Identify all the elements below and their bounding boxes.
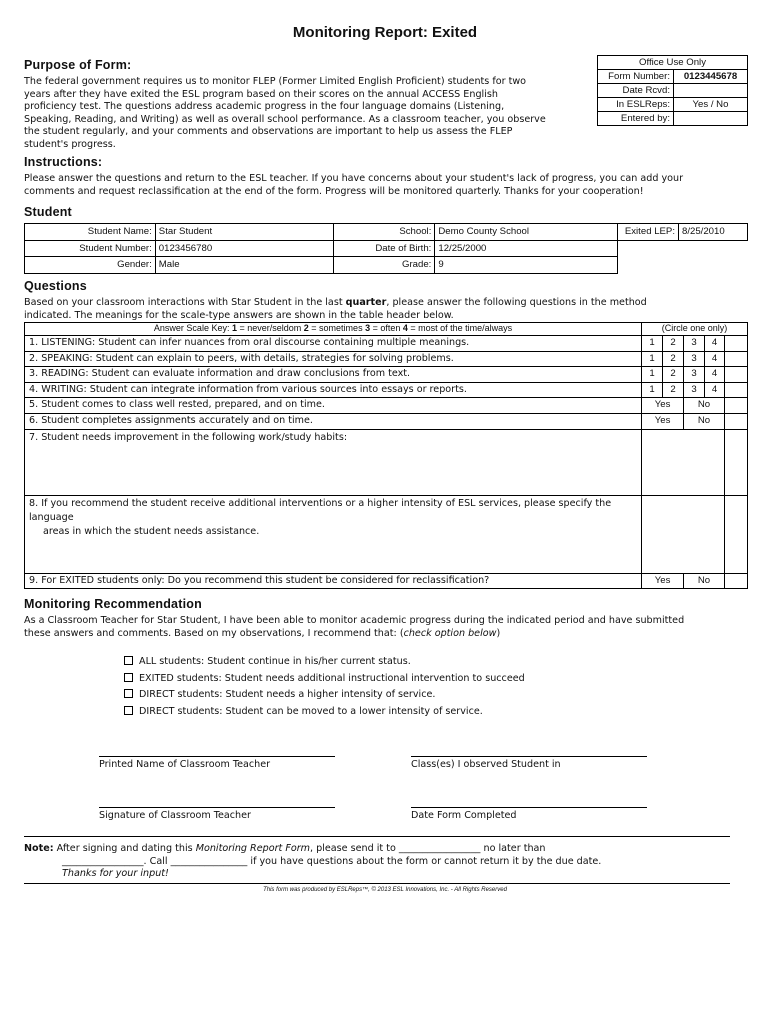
classes-line[interactable]	[411, 756, 647, 757]
exited-lep-value: 8/25/2010	[679, 224, 748, 241]
form-number-label: Form Number:	[598, 70, 674, 84]
q1-option-4[interactable]: 4	[705, 336, 725, 352]
q2-option-2[interactable]: 2	[663, 351, 684, 367]
instructions-text: Please answer the questions and return to the ESL teacher. If you have concerns about your student's lack of progress, you can add your comments and request reclassification at the end of the form. Progress will be monitored quarterly. Thanks for your cooperation!	[24, 173, 684, 197]
question-3: 3. READING: Student can evaluate information and draw conclusions from text.	[25, 367, 642, 383]
in-eslreps-field[interactable]: Yes / No	[674, 98, 748, 112]
student-name-value: Star Student	[155, 224, 333, 241]
printed-name-label: Printed Name of Classroom Teacher	[99, 759, 271, 770]
entered-by-field[interactable]	[674, 112, 748, 126]
q6-yes[interactable]: Yes	[642, 413, 684, 429]
q2-option-3[interactable]: 3	[684, 351, 705, 367]
q4-option-3[interactable]: 3	[684, 382, 705, 398]
checkbox-icon[interactable]	[124, 673, 133, 682]
q2-option-1[interactable]: 1	[642, 351, 663, 367]
student-heading: Student	[24, 205, 72, 219]
recommendation-options	[124, 654, 525, 720]
school-label: School:	[333, 224, 435, 241]
questions-heading: Questions	[24, 279, 87, 293]
question-7[interactable]: 7. Student needs improvement in the following work/study habits:	[25, 429, 642, 495]
option-all-students[interactable]: ALL students: Student continue in his/her current status.	[124, 654, 525, 671]
q1-option-1[interactable]: 1	[642, 336, 663, 352]
gender-value: Male	[155, 257, 333, 274]
entered-by-label: Entered by:	[598, 112, 674, 126]
student-info-table	[24, 223, 748, 274]
student-number-label: Student Number:	[25, 240, 156, 257]
date-line[interactable]	[411, 807, 647, 808]
question-1: 1. LISTENING: Student can infer nuances from oral discourse containing multiple meanings.	[25, 336, 642, 352]
q9-yes[interactable]: Yes	[642, 573, 684, 589]
q3-option-3[interactable]: 3	[684, 367, 705, 383]
circle-one-label: (Circle one only)	[642, 323, 748, 336]
checkbox-icon[interactable]	[124, 689, 133, 698]
q3-option-1[interactable]: 1	[642, 367, 663, 383]
q4-option-4[interactable]: 4	[705, 382, 725, 398]
instructions-heading: Instructions:	[24, 155, 103, 169]
q2-option-4[interactable]: 4	[705, 351, 725, 367]
signature-line[interactable]	[99, 807, 335, 808]
option-direct-higher[interactable]: DIRECT students: Student needs a higher intensity of service.	[124, 687, 525, 704]
classes-label: Class(es) I observed Student in	[411, 759, 561, 770]
purpose-text: The federal government requires us to monitor FLEP (Former Limited English Proficient) students for two years after they have exited the ESL program based on their scores on the annual ACCESS English proficiency test. The questions address academic progress in the four language domains (Listening, Speaking, Reading, and Writing) as well as overall school performance. As a classroom teacher, you observe the student regularly, and your comments and observations are important to help us assess the FLEP student's progress.	[24, 76, 546, 150]
option-direct-lower[interactable]: DIRECT students: Student can be moved to a lower intensity of service.	[124, 704, 525, 721]
q3-option-2[interactable]: 2	[663, 367, 684, 383]
purpose-heading: Purpose of Form:	[24, 58, 132, 72]
questions-intro: Based on your classroom interactions with Star Student in the last quarter, please answer the following questions in the method indicated. The meanings for the scale-type answers are shown in the table header below.	[24, 297, 647, 321]
q6-no[interactable]: No	[684, 413, 725, 429]
recommendation-heading: Monitoring Recommendation	[24, 597, 202, 611]
answer-scale-key: Answer Scale Key: 1 = never/seldom 2 = sometimes 3 = often 4 = most of the time/always	[25, 323, 642, 336]
in-eslreps-label: In ESLReps:	[598, 98, 674, 112]
dob-value: 12/25/2000	[435, 240, 618, 257]
checkbox-icon[interactable]	[124, 656, 133, 665]
question-9: 9. For EXITED students only: Do you recommend this student be considered for reclassification?	[25, 573, 642, 589]
question-8[interactable]: 8. If you recommend the student receive additional interventions or a higher intensity of ESL services, please specify the language areas in which the student needs assistance.	[25, 495, 642, 573]
question-2: 2. SPEAKING: Student can explain to peers, with details, strategies for solving problems.	[25, 351, 642, 367]
q4-option-2[interactable]: 2	[663, 382, 684, 398]
q1-option-2[interactable]: 2	[663, 336, 684, 352]
grade-value: 9	[435, 257, 618, 274]
q9-no[interactable]: No	[684, 573, 725, 589]
q4-option-1[interactable]: 1	[642, 382, 663, 398]
grade-label: Grade:	[333, 257, 435, 274]
dob-label: Date of Birth:	[333, 240, 435, 257]
q5-yes[interactable]: Yes	[642, 398, 684, 414]
q1-option-3[interactable]: 3	[684, 336, 705, 352]
student-name-label: Student Name:	[25, 224, 156, 241]
school-value: Demo County School	[435, 224, 618, 241]
q5-no[interactable]: No	[684, 398, 725, 414]
page-title: Monitoring Report: Exited	[292, 24, 478, 41]
question-6: 6. Student completes assignments accurately and on time.	[25, 413, 642, 429]
form-number-value: 0123445678	[674, 70, 748, 84]
checkbox-icon[interactable]	[124, 706, 133, 715]
note-text: Note: After signing and dating this Monitoring Report Form, please send it to _________________ no later than _________________. Call ________________ if you have questions about the form or cannot return it by the due date. Thanks for your input!	[24, 843, 602, 880]
gender-label: Gender:	[25, 257, 156, 274]
questions-table	[24, 322, 748, 589]
exited-lep-label: Exited LEP:	[618, 224, 679, 241]
printed-name-line[interactable]	[99, 756, 335, 757]
student-number-value: 0123456780	[155, 240, 333, 257]
date-rcvd-field[interactable]	[674, 84, 748, 98]
option-exited-students[interactable]: EXITED students: Student needs additional instructional intervention to succeed	[124, 671, 525, 688]
question-4: 4. WRITING: Student can integrate information from various sources into essays or reports.	[25, 382, 642, 398]
footer-copyright: This form was produced by ESLReps™, © 2013 ESL Innovations, Inc. - All Rights Reserved	[263, 887, 507, 893]
divider	[24, 836, 730, 837]
question-5: 5. Student comes to class well rested, prepared, and on time.	[25, 398, 642, 414]
office-use-header: Office Use Only	[598, 56, 748, 70]
recommendation-text: As a Classroom Teacher for Star Student, I have been able to monitor academic progress during the indicated period and have submitted these answers and comments. Based on my observations, I recommend that: (check option below)	[24, 615, 685, 639]
q3-option-4[interactable]: 4	[705, 367, 725, 383]
date-rcvd-label: Date Rcvd:	[598, 84, 674, 98]
signature-label: Signature of Classroom Teacher	[99, 810, 251, 821]
date-label: Date Form Completed	[411, 810, 517, 821]
divider	[24, 883, 730, 884]
office-use-table	[597, 55, 748, 126]
